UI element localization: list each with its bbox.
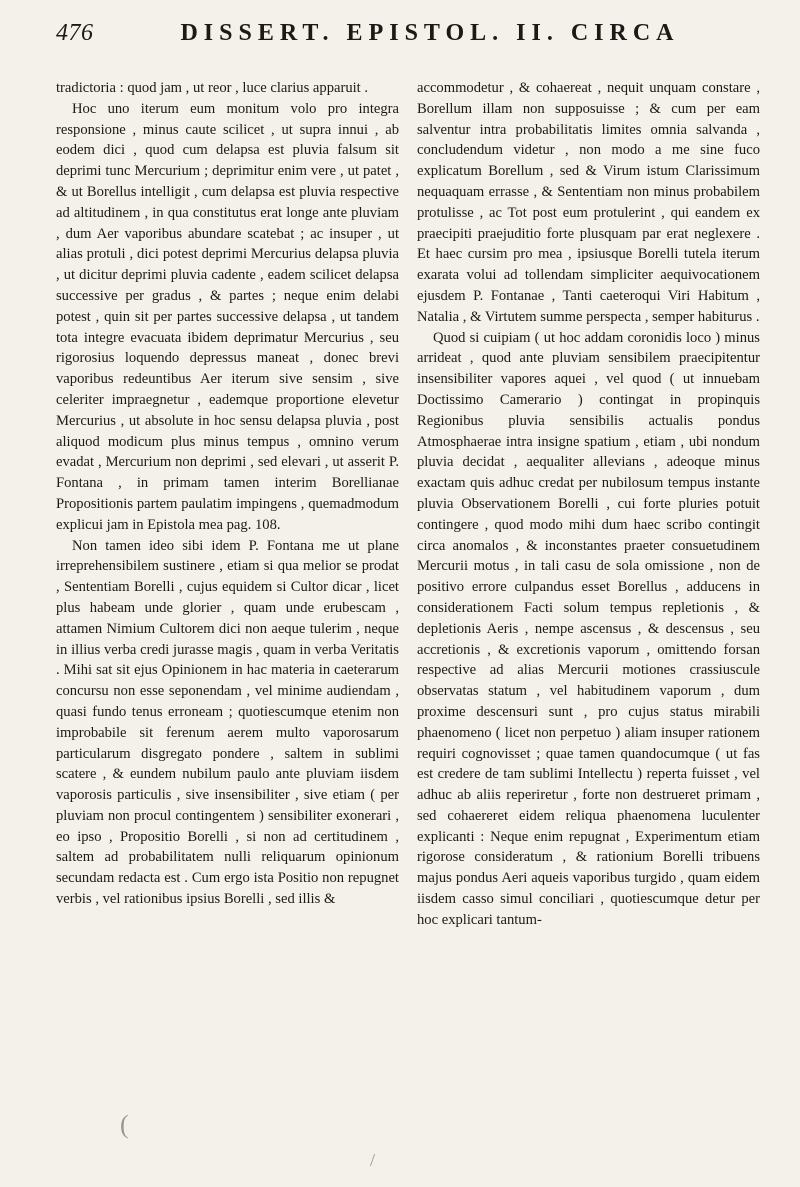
paragraph: Hoc uno iterum eum monitum volo pro integra responsione , minus caute scilicet , ut supra innui , ab eodem dici , quod cum delapsa est pluvia falsum sit deprimi tunc Mercurium ; deprimitur enim vere , ut patet , & ut Borellus intelligit , cum delapsa est pluvia respective ad altitudinem , in qua constitutus erat longe ante pluviam , dum Aer vaporibus abundare scatebat ; ac insuper , ut alias protuli , dici potest deprimi Mercurius delapsa pluvia , ut dicitur deprimi pluvia cadente , eadem scilicet delapsa successive per gradus , & partes ; neque enim delabi potest , quin sit per partes successive delapsa , ut tandem tota integre evacuata ibidem deprimatur Mercurius , seu rigorosius loquendo depressus maneat , donec brevi vaporibus redeuntibus Aer iterum sive sensim , sive celeriter impraegnetur , eademque proportione elevetur Mercurius , ut absolute in hoc sensu delapsa pluvia , post aliquod modicum plus minus tempus , omnino verum evadat , Mercurium non deprimi , sed elevari , ut asserit P. Fontana , in primam tamen interim Borellianae Propositionis partem paulatim impingens , quemadmodum explicui jam in Epistola mea pag. 108. [56,100,399,533]
margin-mark: / [370,1150,376,1170]
paragraph: accommodetur , & cohaereat , nequit unquam constare , Borellum illam non supposuisse ; & cum per eam salventur intra probabilitatis limites omnia salvanda , concludendum videtur , non modo a me sine fuco explicatum Borellum , sed & Virum istum Clarissimum nequaquam errasse , & Sententiam non minus probabilem protulisse , ac Tot post eum protulerint , qui eandem ex praecipiti praejuditio forte plusquam par erat neglexere . Et haec cursim pro mea , ipsiusque Borelli tutela iterum exarata volui ad tollendam simpliciter aequivocationem ejusdem P. Fontanae , Tanti caeteroqui Viri Habitum , Natalia , & Virtutem summe perspecta , semper habiturus . [417,80,760,325]
margin-mark: ( [120,1110,129,1139]
paragraph: Non tamen ideo sibi idem P. Fontana me ut plane irreprehensibilem sustinere , etiam si qua melior se prodat , Sententiam Borelli , cujus equidem si Cultor dicar , licet plus habeam unde glorier , quam unde erubescam , attamen Nimium Cultorem dici non aeque tulerim , neque in illius verba credi jurasse magis , quam in verba Veritatis . Mihi sat sit ejus Opinionem in hac materia in caeterarum concursu non esse seponendam , vel minime audiendam , quasi fundo tenus erroneam ; quotiescumque etenim non improbabile sit ferenum aerem multo vaporosarum particularum disgregato pondere , saltem in sublimi scatere , & eundem nubilum paulo ante pluviam iisdem vaporosis particulis , sive insensibiliter , sive etiam ( per pluviam non procul contingentem ) sensibiliter exonerari , eo ipso , Propositio Borelli , si non ad certitudinem , saltem ad probabilitatem nulli reliquarum opinionum secundam redacta est . Cum ergo ista Positio non repugnet verbis , vel rationibus ipsius Borelli , sed illis & [56,537,399,908]
paragraph: tradictoria : quod jam , ut reor , luce clarius apparuit . [56,80,369,96]
page-number: 476 [56,20,94,46]
right-column [417,78,760,931]
page-header [56,20,764,68]
running-title: DISSERT. EPISTOL. II. CIRCA [180,20,680,46]
paragraph: Quod si cuipiam ( ut hoc addam coronidis loco ) minus arrideat , quod ante pluviam sensibilem praecipitentur insensibiliter vapores aquei , vel quod ( ut innuebam Doctissimo Camerario ) contingat in propinquis Regionibus pluvia sensibilis actualis pondus Atmosphaerae intra insigne spatium , etiam , ubi nondum pluvia decidat , aequaliter allevians , adeoque minus exactam quis adhuc credat per nubilosum tempus instante pluvia Observationem Borelli , cui forte pluries potuit contingere , quod modo mihi dum haec scribo contingit circa anomalos , & inconstantes praeter consuetudinem Mercurii motus , in tali casu de sola omissione , non de positivo errore culpandus esset Borellus , adducens in considerationem Facti solum tempus repletionis , & depletionis Aeris , nempe ascensus , & descensus , seu accretionis , & excretionis vaporum , omittendo forsan respective ad alias Mercurii motiones crassiuscule observatas statum , vel habitudinem vaporum , dum proxime descensuri sunt , pro cujus status mirabili phaenomeno ( licet non perpetuo ) aliam insuper rationem requiri cognovisset ; quae tamen quandocumque ( ut fas est credere de tam sublimi Intellectu ) reperta fuisset , vel adhuc ab aliis reperiretur , forte non destrueret primam , sed cohaereret eidem reliqua phaenomena luculenter explicanti : Neque enim repugnat , Experimentum etiam rigorose consideratum , & rationium Borelli tribuens majus pondus Aeri aqueis vaporibus turgido , quam eidem iisdem casso simul conciliari , quotiescumque detur per hoc explicari tantum- [417,329,760,928]
left-column [56,78,399,931]
text-columns [56,78,764,931]
